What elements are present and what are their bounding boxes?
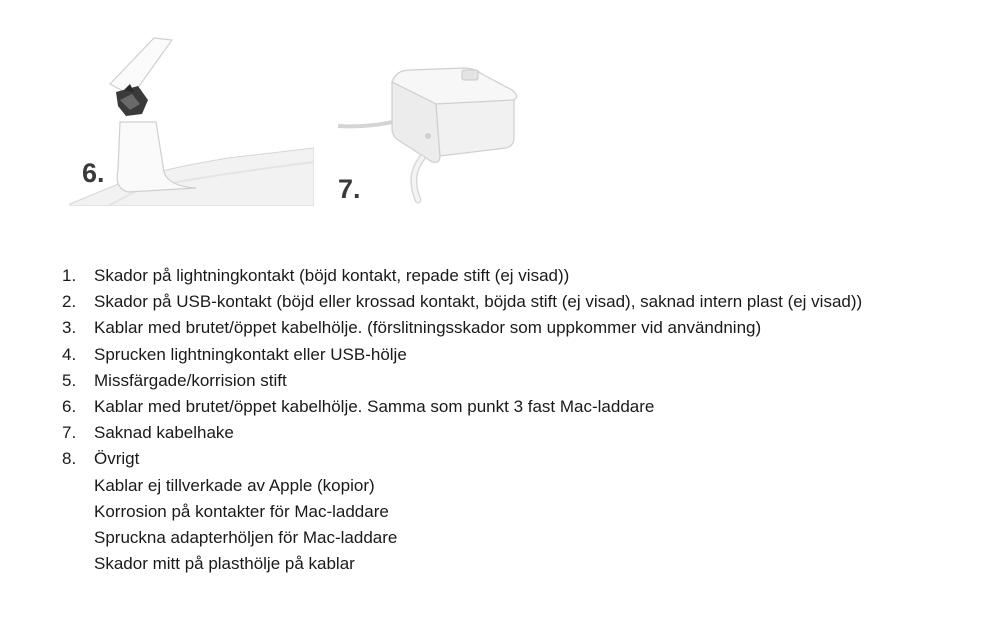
list-item: [62, 263, 982, 289]
list-item-text: Skador på USB-kontakt (böjd eller krossad kontakt, böjda stift (ej visad), saknad intern plast (ej visad)): [94, 292, 863, 312]
list-item: [62, 394, 982, 420]
list-item-text: Kablar med brutet/öppet kabelhölje. Samma som punkt 3 fast Mac-laddare: [94, 397, 655, 417]
list-item-number: 2.: [62, 292, 77, 312]
figure-7-mac-adapter: [336, 60, 532, 206]
list-item-text: Kablar med brutet/öppet kabelhölje. (förslitningsskador som uppkommer vid användning): [94, 318, 762, 338]
list-item: [62, 342, 982, 368]
list-item-number: 6.: [62, 397, 77, 417]
list-item-number: 1.: [62, 266, 77, 285]
list-item-text: Skador på lightningkontakt (böjd kontakt, repade stift (ej visad)): [94, 266, 570, 285]
sub-list-item: Korrosion på kontakter för Mac-laddare: [94, 501, 389, 521]
list-item: [62, 420, 982, 446]
list-item-text: Sprucken lightningkontakt eller USB-hölje: [94, 344, 407, 364]
figure-number-6: 6.: [82, 158, 105, 188]
list-item-number: 7.: [62, 423, 77, 443]
list-item-number: 3.: [62, 318, 77, 338]
sub-list-item: Skador mitt på plasthölje på kablar: [94, 554, 355, 574]
list-item-number: 8.: [62, 449, 77, 469]
list-item-text: Saknad kabelhake: [94, 423, 234, 443]
mac-adapter-illustration: [336, 60, 532, 206]
list-item-text: Övrigt: [94, 449, 140, 469]
list-item: [62, 446, 982, 577]
list-item-number: 5.: [62, 370, 77, 390]
figure-number-7: 7.: [338, 174, 361, 204]
list-item-number: 4.: [62, 344, 77, 364]
sub-list-item: Spruckna adapterhöljen för Mac-laddare: [94, 528, 398, 548]
sub-list-item: Kablar ej tillverkade av Apple (kopior): [94, 475, 375, 495]
other-items-sublist: [94, 473, 982, 578]
damage-type-list: [62, 263, 982, 577]
list-item: [62, 289, 982, 315]
list-item: [62, 315, 982, 341]
list-item-text: Missfärgade/korrision stift: [94, 370, 287, 390]
cable-strain-relief-illustration: [68, 30, 314, 206]
list-item: [62, 368, 982, 394]
figure-6-cable-damage: [68, 30, 314, 206]
